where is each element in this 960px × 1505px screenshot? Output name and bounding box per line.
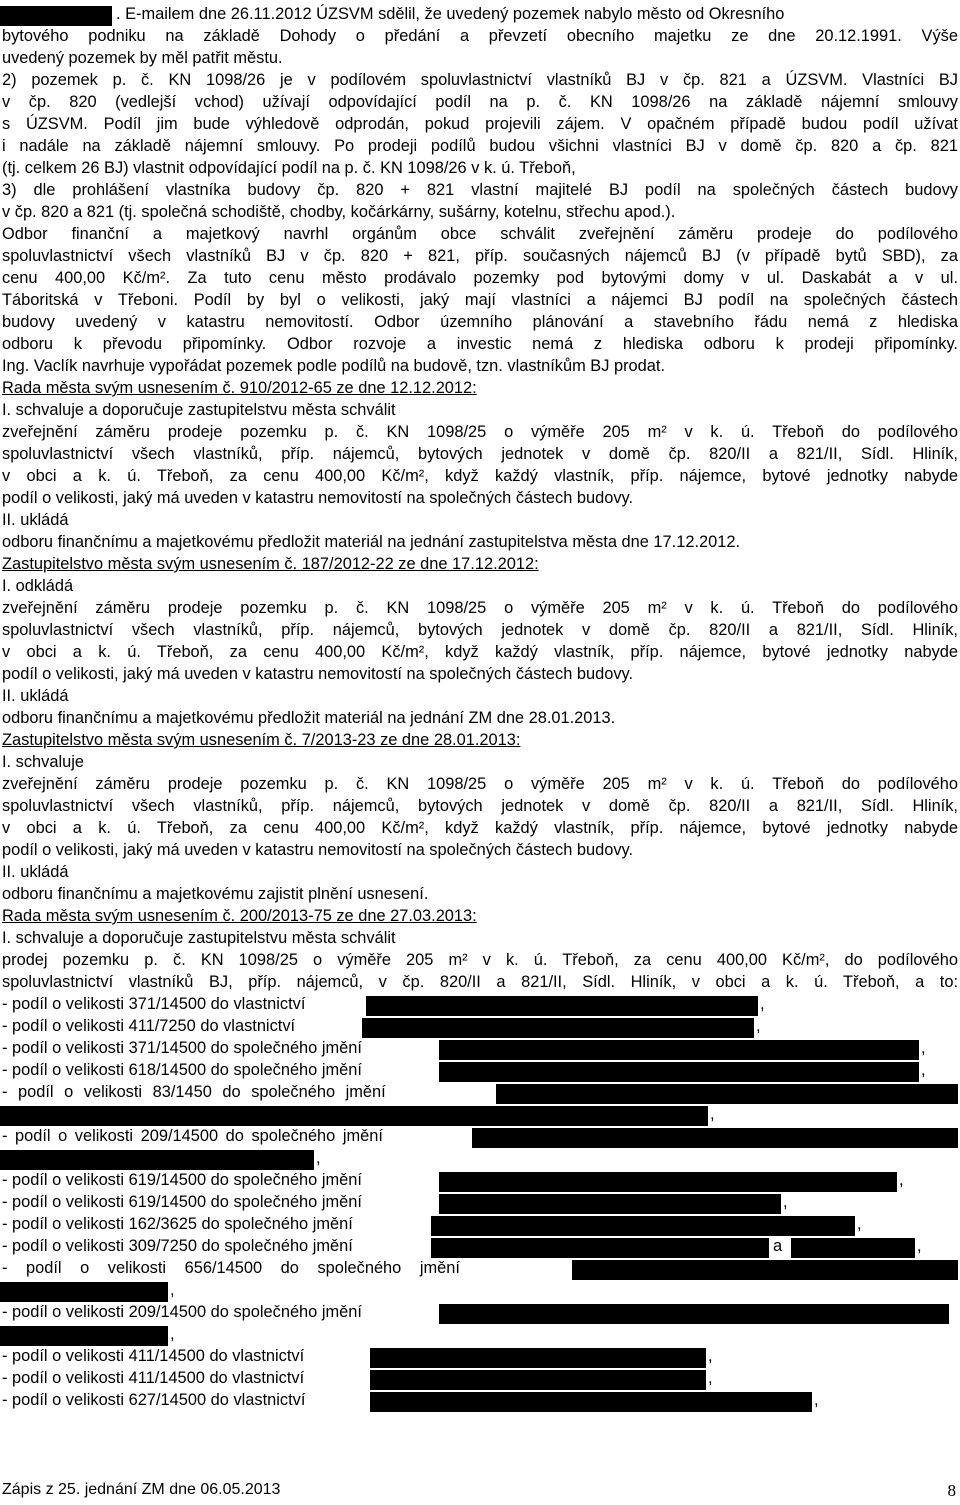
conjunction-text: a	[773, 1237, 783, 1255]
text-line: budovy uvedený v katastru nemovitostí. Odbor územního plánování a stavebního řádu nemá z hlediska	[2, 313, 958, 331]
list-item: - podíl o velikosti 618/14500 do společného jmění	[2, 1061, 362, 1079]
comma-text: ,	[760, 995, 765, 1013]
list-item: - podíl o velikosti 619/14500 do společného jmění	[2, 1193, 362, 1211]
text-line: bytového podniku na základě Dohody o předání a převzetí obecního majetku ze dne 20.12.1991. Výše	[2, 27, 958, 45]
redaction-box	[431, 1216, 855, 1236]
comma-text: ,	[783, 1193, 788, 1211]
redaction-box	[496, 1084, 958, 1104]
text-line: spoluvlastnictví všech vlastníků BJ v čp. 820 + 821, příp. současných nájemců BJ (v případě bytů SBD), za	[2, 247, 958, 265]
redaction-box	[439, 1304, 949, 1324]
text-line: II. ukládá	[2, 511, 69, 529]
list-item: - podíl o velikosti 627/14500 do vlastnictví	[2, 1391, 306, 1409]
text-line: zveřejnění záměru prodeje pozemku p. č. KN 1098/25 o výměře 205 m² v k. ú. Třeboň do podílového	[2, 775, 958, 793]
redaction-box	[791, 1238, 915, 1258]
text-line: spoluvlastnictví všech vlastníků, příp. nájemců, bytových jednotek v domě čp. 820/II a 821/II, Sídl. Hliník,	[2, 621, 958, 639]
redaction-box	[439, 1040, 919, 1060]
resolution-heading: Zastupitelstvo města svým usnesením č. 7/2013-23 ze dne 28.01.2013:	[2, 731, 521, 749]
text-line: zveřejnění záměru prodeje pozemku p. č. KN 1098/25 o výměře 205 m² v k. ú. Třeboň do podílového	[2, 599, 958, 617]
page-footer: Zápis z 25. jednání ZM dne 06.05.2013	[2, 1481, 281, 1498]
comma-text: ,	[917, 1237, 922, 1255]
redaction-box	[439, 1172, 897, 1192]
text-line: . E-mailem dne 26.11.2012 ÚZSVM sdělil, že uvedený pozemek nabylo město od Okresního	[116, 5, 785, 23]
redaction-box	[572, 1260, 958, 1280]
redaction-box	[362, 1018, 754, 1038]
comma-text: ,	[921, 1061, 926, 1079]
page-number: 8	[947, 1481, 956, 1500]
list-item: - podíl o velikosti 411/7250 do vlastnictví	[2, 1017, 296, 1035]
text-line: v obci a k. ú. Třeboň, za cenu 400,00 Kč/m², když každý vlastník, příp. nájemce, bytové jednotky nabyde	[2, 643, 958, 661]
redaction-box	[370, 1392, 812, 1412]
text-line: cenu 400,00 Kč/m². Za tuto cenu město prodávalo pozemky pod bytovými domy v ul. Daskabát a v ul.	[2, 269, 958, 287]
text-line: Táboritská v Třeboni. Podíl by byl o velikosti, jaký mají vlastníci a nájemci BJ podíl na společných částech	[2, 291, 958, 309]
redaction-box	[439, 1062, 919, 1082]
list-item: - podíl o velikosti 656/14500 do společného jmění	[2, 1259, 460, 1277]
comma-text: ,	[708, 1369, 713, 1387]
text-line: Odbor finanční a majetkový navrhl orgánům obce schválit zveřejnění záměru prodeje do podílového	[2, 225, 958, 243]
list-item: - podíl o velikosti 83/1450 do společného jmění	[2, 1083, 386, 1101]
text-line: i nadále na základě nájemní smlouvy. Po prodeji podílů budou všichni vlastníci BJ v domě čp. 820 a čp. 821	[2, 137, 958, 155]
comma-text: ,	[756, 1017, 761, 1035]
list-item: - podíl o velikosti 371/14500 do společného jmění	[2, 1039, 362, 1057]
text-line: odboru k převodu připomínky. Odbor rozvoje a investic nemá z hlediska odboru k prodeji připomínky.	[2, 335, 958, 353]
text-line: II. ukládá	[2, 687, 69, 705]
text-line: odboru finančnímu a majetkovému předložit materiál na jednání ZM dne 28.01.2013.	[2, 709, 616, 727]
comma-text: ,	[170, 1281, 175, 1299]
text-line: 3) dle prohlášení vlastníka budovy čp. 820 + 821 vlastní majitelé BJ podíl na společných částech budovy	[2, 181, 958, 199]
text-line: I. schvaluje a doporučuje zastupitelstvu města schválit	[2, 401, 396, 419]
text-line: II. ukládá	[2, 863, 69, 881]
text-line: spoluvlastnictví všech vlastníků, příp. nájemců, bytových jednotek v domě čp. 820/II a 821/II, Sídl. Hliník,	[2, 445, 958, 463]
text-line: Ing. Vaclík navrhuje vypořádat pozemek podle podílů na budově, tzn. vlastníkům BJ prodat.	[2, 357, 665, 375]
redaction-box	[439, 1194, 781, 1214]
redaction-box	[370, 1348, 706, 1368]
redaction-box	[431, 1238, 769, 1258]
resolution-heading: Rada města svým usnesením č. 200/2013-75 ze dne 27.03.2013:	[2, 907, 477, 925]
resolution-heading: Zastupitelstvo města svým usnesením č. 187/2012-22 ze dne 17.12.2012:	[2, 555, 539, 573]
text-line: I. schvaluje a doporučuje zastupitelstvu města schválit	[2, 929, 396, 947]
redaction-box	[472, 1128, 958, 1148]
redaction-box	[370, 1370, 706, 1390]
text-line: podíl o velikosti, jaký má uveden v katastru nemovitostí na společných částech budovy.	[2, 665, 634, 683]
comma-text: ,	[708, 1347, 713, 1365]
list-item: - podíl o velikosti 619/14500 do společného jmění	[2, 1171, 362, 1189]
text-line: prodej pozemku p. č. KN 1098/25 o výměře 205 m² v k. ú. Třeboň, za cenu 400,00 Kč/m², do podílového	[2, 951, 958, 969]
text-line: spoluvlastnictví všech vlastníků, příp. nájemců, bytových jednotek v domě čp. 820/II a 821/II, Sídl. Hliník,	[2, 797, 958, 815]
text-line: zveřejnění záměru prodeje pozemku p. č. KN 1098/25 o výměře 205 m² v k. ú. Třeboň do podílového	[2, 423, 958, 441]
text-line: (tj. celkem 26 BJ) vlastnit odpovídající podíl na p. č. KN 1098/26 v k. ú. Třeboň,	[2, 159, 576, 177]
text-line: I. odkládá	[2, 577, 74, 595]
text-line: odboru finančnímu a majetkovému předložit materiál na jednání zastupitelstva města dne 17.12.2012.	[2, 533, 741, 551]
text-line: podíl o velikosti, jaký má uveden v katastru nemovitostí na společných částech budovy.	[2, 489, 634, 507]
resolution-heading: Rada města svým usnesením č. 910/2012-65 ze dne 12.12.2012:	[2, 379, 477, 397]
redaction-box	[366, 996, 758, 1016]
comma-text: ,	[170, 1325, 175, 1343]
list-item: - podíl o velikosti 209/14500 do společného jmění	[2, 1127, 383, 1145]
text-line: s ÚZSVM. Podíl jim bude výhledově odprodán, pokud projevili zájem. V opačném případě budou podíl užívat	[2, 115, 958, 133]
list-item: - podíl o velikosti 411/14500 do vlastnictví	[2, 1369, 305, 1387]
text-line: v obci a k. ú. Třeboň, za cenu 400,00 Kč/m², když každý vlastník, příp. nájemce, bytové jednotky nabyde	[2, 467, 958, 485]
comma-text: ,	[710, 1105, 715, 1123]
text-line: v obci a k. ú. Třeboň, za cenu 400,00 Kč/m², když každý vlastník, příp. nájemce, bytové jednotky nabyde	[2, 819, 958, 837]
redaction-box	[0, 1150, 314, 1170]
list-item: - podíl o velikosti 162/3625 do společného jmění	[2, 1215, 353, 1233]
redaction-box	[0, 6, 112, 26]
list-item: - podíl o velikosti 371/14500 do vlastnictví	[2, 995, 306, 1013]
comma-text: ,	[316, 1149, 321, 1167]
text-line: 2) pozemek p. č. KN 1098/26 je v podílovém spoluvlastnictví vlastníků BJ v čp. 821 a ÚZSVM. Vlastníci BJ	[2, 71, 958, 89]
text-line: uvedený pozemek by měl patřit městu.	[2, 49, 283, 67]
text-line: podíl o velikosti, jaký má uveden v katastru nemovitostí na společných částech budovy.	[2, 841, 634, 859]
comma-text: ,	[899, 1171, 904, 1189]
redaction-box	[0, 1106, 708, 1126]
text-line: I. schvaluje	[2, 753, 84, 771]
comma-text: ,	[857, 1215, 862, 1233]
redaction-box	[0, 1326, 168, 1346]
text-line: spoluvlastnictví vlastníků BJ, příp. nájemců, v čp. 820/II a 821/II, Sídl. Hliník, v obci a k. ú. Třeboň, a to:	[2, 973, 958, 991]
list-item: - podíl o velikosti 411/14500 do vlastnictví	[2, 1347, 305, 1365]
list-item: - podíl o velikosti 209/14500 do společného jmění	[2, 1303, 362, 1321]
redaction-box	[0, 1282, 168, 1302]
comma-text: ,	[921, 1039, 926, 1057]
list-item: - podíl o velikosti 309/7250 do společného jmění	[2, 1237, 353, 1255]
text-line: odboru finančnímu a majetkovému zajistit plnění usnesení.	[2, 885, 429, 903]
comma-text: ,	[814, 1391, 819, 1409]
text-line: v čp. 820 (vedlejší vchod) užívají odpovídající podíl na p. č. KN 1098/26 na základě nájemní smlouvy	[2, 93, 958, 111]
text-line: v čp. 820 a 821 (tj. společná schodiště, chodby, kočárkárny, sušárny, kotelnu, střechu apod.).	[2, 203, 676, 221]
